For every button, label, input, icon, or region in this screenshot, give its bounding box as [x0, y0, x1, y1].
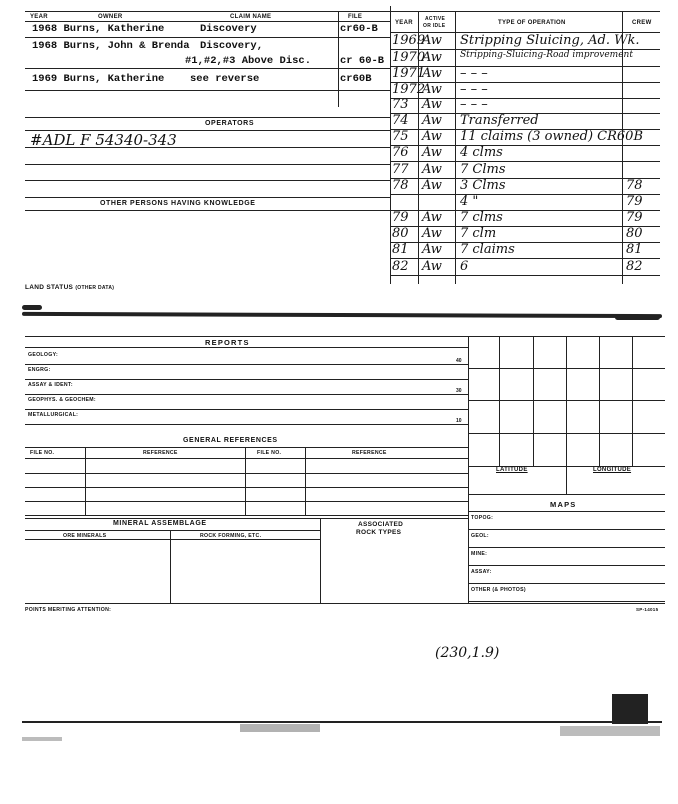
activity-row-type: 4 clms	[460, 145, 503, 160]
report-row-number: 30	[456, 388, 462, 394]
activity-row-status: Aw	[422, 97, 442, 112]
activity-row-type: 4 "	[460, 194, 479, 209]
activity-row-status: Aw	[422, 226, 442, 241]
gr-header-ref-2: REFERENCE	[352, 450, 387, 456]
activity-row-status: Aw	[422, 145, 442, 160]
maps-row-line	[468, 601, 665, 602]
maps-row-line	[468, 565, 665, 566]
header-owner: OWNER	[98, 14, 123, 20]
activity-row-year: 81	[392, 242, 409, 257]
coords-note: (230,1.9)	[435, 645, 500, 661]
scan-noise-1	[240, 724, 320, 732]
activity-row-year: 82	[392, 259, 409, 274]
activity-row-status: Aw	[422, 113, 442, 128]
ore-minerals-label: ORE MINERALS	[63, 533, 107, 539]
report-row-label: ENGRG:	[28, 367, 51, 373]
activity-header-active: ACTIVE	[425, 16, 446, 22]
activity-row-line	[390, 194, 660, 195]
reports-title: REPORTS	[205, 338, 250, 347]
maps-row-line	[468, 547, 665, 548]
maps-title: MAPS	[550, 500, 577, 509]
activity-row-type: Stripping Sluicing, Ad. Wk.	[460, 33, 640, 48]
claim-row-2-claim: Discovery,	[200, 40, 264, 52]
longitude-label: LONGITUDE	[593, 467, 632, 473]
gr-header-ref-1: REFERENCE	[143, 450, 178, 456]
gr-header-file-2: FILE NO.	[257, 450, 282, 456]
claim-row-4-file: cr60B	[340, 73, 372, 85]
activity-header-idle: OR IDLE	[423, 23, 446, 29]
land-status-label: LAND STATUS (OTHER DATA)	[25, 284, 115, 291]
claim-row-1-claim: Discovery	[200, 23, 257, 35]
maps-row-label: MINE:	[471, 551, 488, 557]
activity-row-type: 7 Clms	[460, 162, 506, 177]
rock-types-label: ROCK TYPES	[356, 529, 402, 536]
activity-row-status: Aw	[422, 242, 442, 257]
activity-row-crew: 78	[626, 178, 643, 193]
claim-row-3-file: cr 60-B	[340, 55, 385, 67]
activity-row-year: 78	[392, 178, 409, 193]
claim-row-4-owner: 1969 Burns, Katherine	[32, 73, 165, 85]
rock-forming-label: ROCK FORMING, ETC.	[200, 533, 262, 539]
operators-entry: #ADL F 54340-343	[30, 131, 177, 149]
other-persons-title: OTHER PERSONS HAVING KNOWLEDGE	[100, 200, 256, 207]
activity-row-type: – – –	[460, 66, 488, 81]
activity-row-year: 75	[392, 129, 409, 144]
mineral-assemblage-title: MINERAL ASSEMBLAGE	[113, 520, 207, 527]
report-row-line	[25, 409, 468, 410]
scan-dark-block	[612, 694, 648, 724]
activity-row-year: 80	[392, 226, 409, 241]
activity-row-type: Transferred	[460, 113, 539, 128]
activity-row-type: – – –	[460, 82, 488, 97]
activity-row-year: 1969	[392, 33, 426, 48]
activity-row-crew: 79	[626, 210, 643, 225]
activity-row-year: 76	[392, 145, 409, 160]
claim-row-1-owner: 1968 Burns, Katherine	[32, 23, 165, 35]
claim-row-4-claim: see reverse	[190, 73, 260, 85]
points-meriting-label: POINTS MERITING ATTENTION:	[25, 607, 112, 613]
activity-row-line	[390, 275, 660, 276]
activity-row-status: Aw	[422, 129, 442, 144]
scan-smudge-line	[22, 312, 662, 318]
report-row-line	[25, 424, 468, 425]
header-claim-name: CLAIM NAME	[230, 14, 272, 20]
activity-row-crew: 79	[626, 194, 643, 209]
report-row-number: 10	[456, 418, 462, 424]
activity-row-year: 73	[392, 97, 409, 112]
claim-row-1-file: cr60-B	[340, 23, 378, 35]
scan-smudge-left	[22, 305, 42, 310]
report-row-line	[25, 394, 468, 395]
maps-row-label: GEOL:	[471, 533, 489, 539]
activity-row-status: Aw	[422, 66, 442, 81]
general-references-title: GENERAL REFERENCES	[183, 437, 278, 444]
activity-row-status: Aw	[422, 50, 442, 65]
maps-row-line	[468, 529, 665, 530]
form-number: SP-14015	[636, 607, 659, 612]
gr-header-file-1: FILE NO.	[30, 450, 55, 456]
report-row-label: GEOLOGY:	[28, 352, 58, 358]
latitude-label: LATITUDE	[496, 467, 528, 473]
activity-row-crew: 80	[626, 226, 643, 241]
activity-header-crew: CREW	[632, 20, 652, 26]
claim-row-3-claim: #1,#2,#3 Above Disc.	[185, 55, 312, 67]
maps-row-label: TOPOG:	[471, 515, 494, 521]
activity-row-type: 7 claims	[460, 242, 515, 257]
header-year: YEAR	[30, 14, 48, 20]
activity-row-type: 3 Clms	[460, 178, 506, 193]
report-row-label: GEOPHYS. & GEOCHEM:	[28, 397, 96, 403]
activity-row-type: – – –	[460, 97, 488, 112]
associated-label: ASSOCIATED	[358, 521, 404, 528]
activity-row-year: 77	[392, 162, 409, 177]
scan-noise-2	[560, 726, 660, 736]
activity-row-status: Aw	[422, 210, 442, 225]
report-row-label: ASSAY & IDENT:	[28, 382, 73, 388]
activity-row-type: 6	[460, 259, 469, 274]
activity-row-crew: 82	[626, 259, 643, 274]
header-file: FILE	[348, 14, 363, 20]
activity-row-type: 7 clm	[460, 226, 497, 241]
activity-row-year: 1971	[392, 66, 426, 81]
maps-row-line	[468, 583, 665, 584]
claim-row-2-owner: 1968 Burns, John & Brenda	[32, 40, 190, 52]
report-row-line	[25, 379, 468, 380]
activity-row-type: 11 claims (3 owned) CR60B	[460, 129, 644, 144]
activity-row-status: Aw	[422, 82, 442, 97]
activity-row-status: Aw	[422, 33, 442, 48]
activity-row-status: Aw	[422, 162, 442, 177]
activity-header-type: TYPE OF OPERATION	[498, 20, 566, 26]
report-row-line	[25, 364, 468, 365]
operators-title: OPERATORS	[205, 120, 255, 127]
activity-row-status: Aw	[422, 259, 442, 274]
scan-noise-3	[22, 737, 62, 741]
scan-bottom-line	[22, 721, 662, 723]
activity-row-type: Stripping-Sluicing-Road improvement	[460, 50, 633, 60]
activity-row-type: 7 clms	[460, 210, 503, 225]
activity-row-year: 1970	[392, 50, 426, 65]
activity-header-year: YEAR	[395, 20, 413, 26]
activity-row-year: 79	[392, 210, 409, 225]
activity-row-year: 74	[392, 113, 409, 128]
maps-row-label: OTHER (& PHOTOS)	[471, 587, 526, 593]
activity-row-year: 1972	[392, 82, 426, 97]
scan-smudge-right	[615, 315, 660, 320]
report-row-label: METALLURGICAL:	[28, 412, 79, 418]
report-row-number: 40	[456, 358, 462, 364]
activity-row-crew: 81	[626, 242, 643, 257]
maps-row-label: ASSAY:	[471, 569, 492, 575]
activity-row-status: Aw	[422, 178, 442, 193]
